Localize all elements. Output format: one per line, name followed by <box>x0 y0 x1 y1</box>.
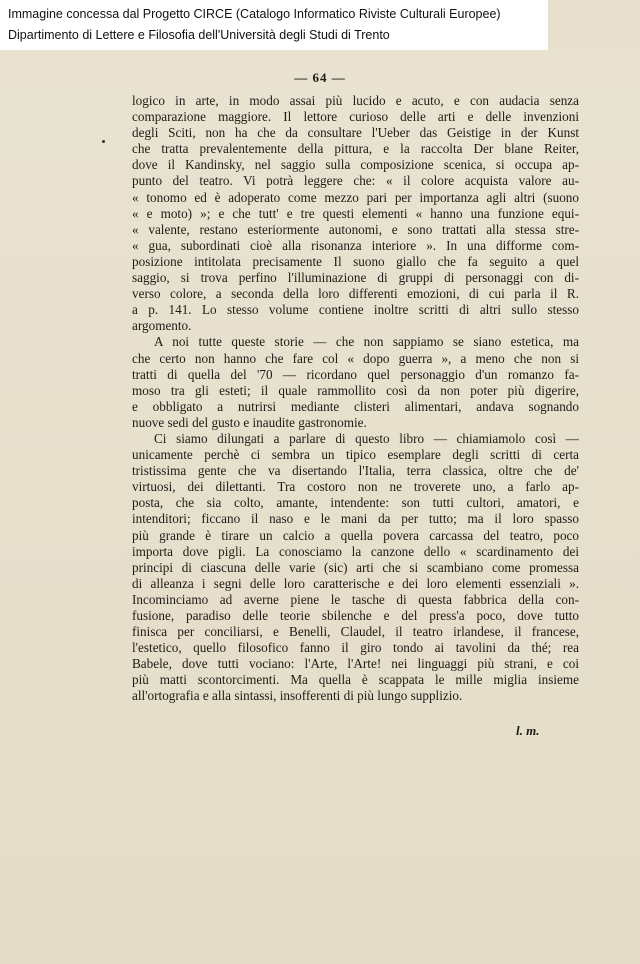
text-line: posta, che sia colto, amante, intendente: son tutti cultori, amatori, e <box>132 495 579 511</box>
text-line: che certo non hanno che fare col « dopo guerra », a meno che non si <box>132 350 579 366</box>
paragraph-2 <box>132 334 579 431</box>
credit-line-2: Dipartimento di Lettere e Filosofia dell'Università degli Studi di Trento <box>8 28 390 42</box>
text-line: « tonomo ed è adoperato come mezzo pari per importanza agli altri (suono <box>132 189 579 205</box>
image-credit-banner <box>0 0 548 50</box>
text-line: principi di ciascuna delle varie (sic) arti che si scambiano come promessa <box>132 559 579 575</box>
text-line: e obbligato a nutrirsi mediante clisteri alimentari, andava sognando <box>132 398 579 414</box>
text-line: « gua, subordinati cioè alla risonanza interiore ». In una difforme com- <box>132 237 579 253</box>
body-text <box>132 93 579 705</box>
author-signature: l. m. <box>516 723 540 738</box>
text-line: virtuosi, dei dilettanti. Tra costoro non ne troverete uno, a farlo ap- <box>132 479 579 495</box>
text-line: più matti scontorcimenti. Ma quella è scappata le mille miglia insieme <box>132 672 579 688</box>
text-line: Incominciamo ad averne piene le tasche di questa fabbrica della con- <box>132 591 579 607</box>
text-line: all'ortografia e alla sintassi, insofferenti di più lungo supplizio. <box>132 688 463 704</box>
text-line: comparazione maggiore. Il lettore curioso delle arti e delle invenzioni <box>132 109 579 125</box>
text-line: verso colore, a seconda della loro differenti emozioni, di cui parla il R. <box>132 286 579 302</box>
text-line: degli Sciti, non ha che da consultare l'Ueber das Geistige in der Kunst <box>132 125 579 141</box>
text-line: fusione, paradiso delle teorie sbilenche e del press'a poco, dove tutto <box>132 608 579 623</box>
text-line: nuove sedi del gusto e inaudite gastronomie. <box>132 414 367 430</box>
text-line: Ci siamo dilungati a parlare di questo libro — chiamiamolo così — <box>154 430 579 446</box>
text-line: unicamente perchè ci sembra un tipico esemplare degli scritti di certa <box>132 447 579 463</box>
text-line: saggio, si trova perfino l'illuminazione di gruppi di personaggi con di- <box>132 270 579 286</box>
text-line: tristissima gente che va disertando l'Italia, terra classica, oltre che de' <box>132 463 579 479</box>
text-line: A noi tutte queste storie — che non sappiamo se siano estetica, ma <box>154 334 579 350</box>
text-line: « e moto) »; e che tutt' e tre questi elementi « hanno una funzione equi- <box>132 205 579 221</box>
text-line: più grande è tirare un calcio a quella povera carcassa del teatro, poco <box>132 527 579 543</box>
paper-speck <box>102 140 105 143</box>
text-line: punto del teatro. Vi potrà leggere che: « il colore acquista valore au- <box>132 173 579 189</box>
credit-line-1: Immagine concessa dal Progetto CIRCE (Catalogo Informatico Riviste Culturali Europee) <box>8 7 501 21</box>
text-line: l'estetico, quello filosofico fanno il giro tondo ai tavolini da thé; rea <box>132 640 579 656</box>
text-line: importa dove pigli. La conosciamo la canzone dello « scardinamento dei <box>132 543 579 559</box>
text-line: « valente, restano esteriormente autonomi, e sono trattati alla stessa stre- <box>132 221 579 237</box>
text-line: a p. 141. Lo stesso volume contiene inoltre scritti di altri sullo stesso <box>132 302 579 318</box>
text-line: moso tra gli esteti; il quale rammollito così da non poter più digerire, <box>132 382 579 398</box>
text-line: posizione intitolata precisamente Il suono giallo che fa seguito a quel <box>132 253 579 269</box>
text-line: Babele, dove tutti vociano: l'Arte, l'Arte! nei linguaggi più strani, e coi <box>132 656 579 672</box>
text-line: logico in arte, in modo assai più lucido e acuto, e con audacia senza <box>132 93 579 108</box>
text-line: tratti di quella del '70 — ricordano quel personaggio d'un romanzo fa- <box>132 366 579 382</box>
text-line: di alleanza i segni delle loro caratterische e dei loro elementi essenziali ». <box>132 575 579 591</box>
paragraph-3 <box>132 431 579 705</box>
text-line: che tratta prevalentemente della pittura, e la raccolta Der blane Reiter, <box>132 141 579 157</box>
text-line: finisca per conciliarsi, e Benelli, Claudel, il teatro irlandese, il francese, <box>132 624 579 640</box>
paragraph-1 <box>132 93 579 334</box>
text-line: argomento. <box>132 318 192 334</box>
page-number: — 64 — <box>294 70 346 85</box>
text-line: intenditori; ficcano il naso e le mani da per tutto; ma il loro spasso <box>132 511 579 527</box>
text-line: dove il Kandinsky, nel saggio sulla composizione scenica, si occupa ap- <box>132 157 579 173</box>
